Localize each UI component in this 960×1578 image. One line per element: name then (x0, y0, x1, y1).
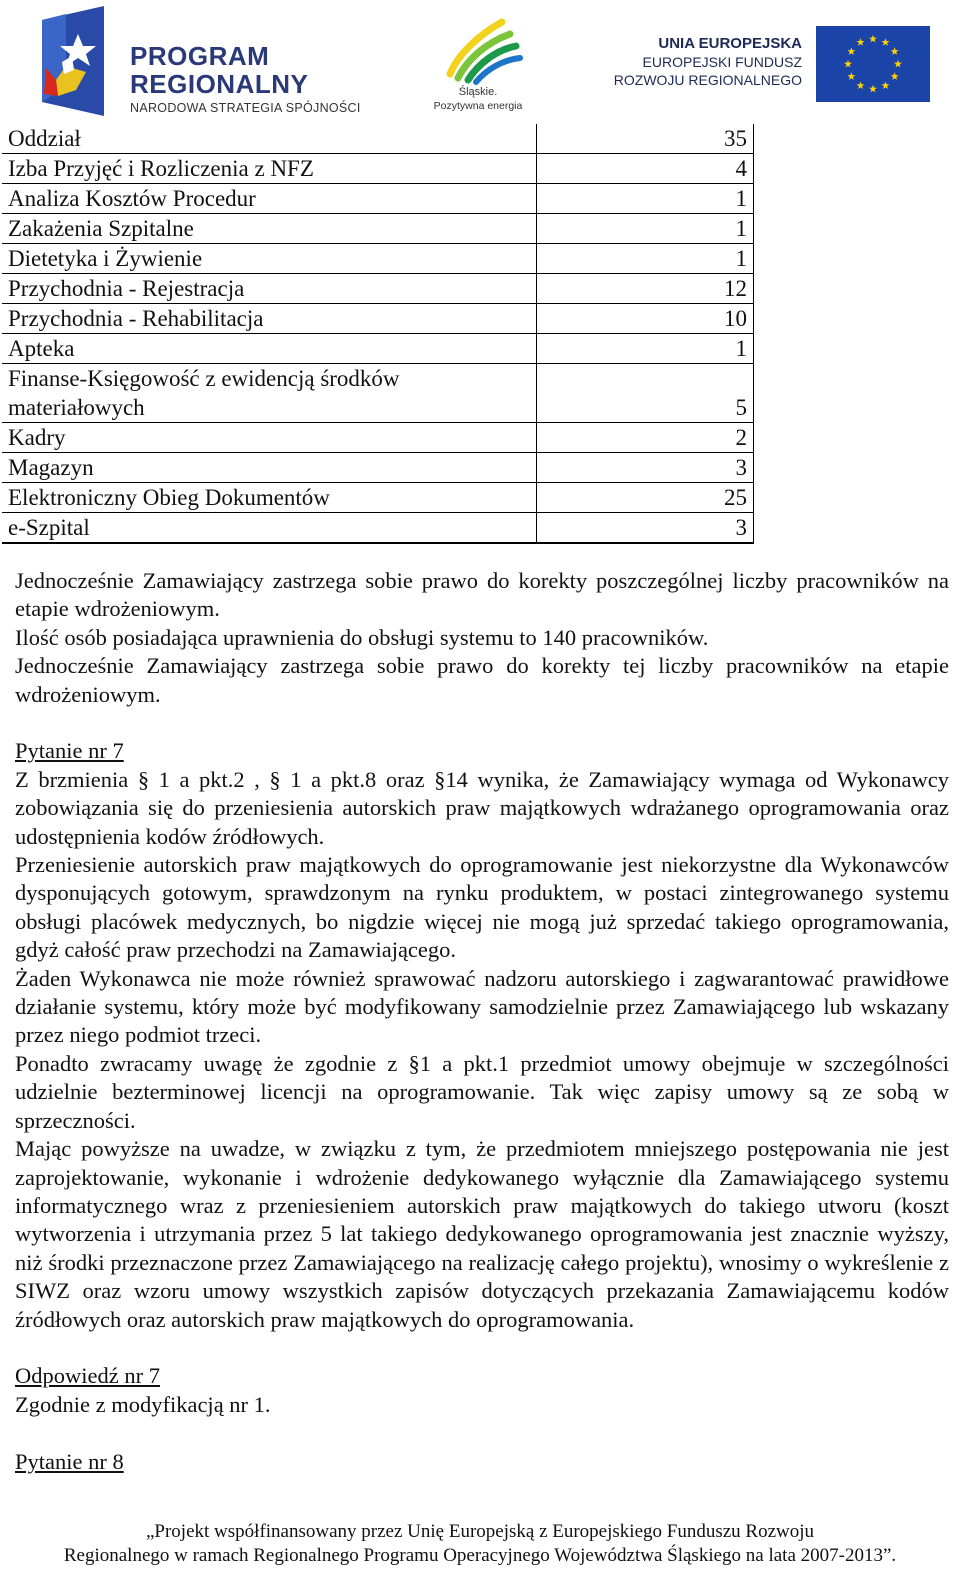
slaskie-tagline: Pozytywna energia (433, 100, 523, 112)
department-name-cell (2, 453, 537, 483)
user-count-cell: 10 (537, 304, 754, 334)
answer-7-heading: Odpowiedź nr 7 (15, 1363, 160, 1389)
user-count-cell: 12 (537, 274, 754, 304)
user-count-cell: 1 (537, 334, 754, 364)
program-subtitle: NARODOWA STRATEGIA SPÓJNOŚCI (130, 101, 361, 115)
department-name: Zakażenia Szpitalne (8, 216, 194, 241)
table-row (2, 154, 754, 184)
table-row (2, 453, 754, 483)
department-name: Oddział (8, 126, 81, 151)
eu-fund-line2: ROZWOJU REGIONALNEGO (613, 72, 802, 88)
footer-line2: Regionalnego w ramach Regionalnego Programu Operacyjnego Województwa Śląskiego na lata 2007-2013”. (63, 1545, 897, 1566)
table-row (2, 423, 754, 453)
question-7-heading: Pytanie nr 7 (15, 738, 124, 764)
table-row (2, 364, 754, 423)
paragraph: Jednocześnie Zamawiający zastrzega sobie prawo do korekty poszczególnej liczby pracowników na etapie wdrożeniowym. (15, 568, 949, 622)
user-count-cell: 3 (537, 453, 754, 483)
table-row (2, 214, 754, 244)
department-name: Elektroniczny Obieg Dokumentów (8, 485, 330, 510)
department-name-cell (2, 423, 537, 453)
eu-logo (600, 22, 940, 108)
program-title-line1: PROGRAM (130, 41, 270, 71)
table-row (2, 184, 754, 214)
department-name: Finanse-Księgowość z ewidencją środków (8, 366, 400, 391)
user-count-cell: 3 (537, 513, 754, 544)
user-count-cell: 1 (537, 184, 754, 214)
paragraph: Ilość osób posiadająca uprawnienia do obsługi systemu to 140 pracowników. (15, 624, 709, 650)
department-name-cell (2, 513, 537, 544)
department-name: Dietetyka i Żywienie (8, 246, 203, 271)
department-name: Magazyn (8, 455, 94, 480)
department-name: e-Szpital (8, 515, 90, 540)
user-count-cell: 4 (537, 154, 754, 184)
program-title-line2: REGIONALNY (130, 69, 309, 99)
department-name: Izba Przyjęć i Rozliczenia z NFZ (8, 156, 314, 181)
slaskie-waves-icon (428, 14, 528, 86)
department-name-cell (2, 124, 537, 154)
user-count-cell: 2 (537, 423, 754, 453)
table-row (2, 244, 754, 274)
department-name: Kadry (8, 425, 66, 450)
department-users-table (2, 124, 754, 544)
department-name-cell (2, 154, 537, 184)
slaskie-logo (428, 14, 528, 118)
paragraph: Zgodnie z modyfikacją nr 1. (15, 1391, 271, 1417)
page-footer (0, 1520, 960, 1568)
user-count-cell: 25 (537, 483, 754, 513)
paragraph: Mając powyższe na uwadze, w związku z tym, że przedmiotem mniejszego postępowania nie jest zaprojektowanie, wykonanie i wdrożenie dedykowanego wyłącznie dla Zamawiającego systemu informatycznego wraz z przeniesieniem autorskich praw majątkowych do takiego utworu (koszt wytworzenia i utrzymania przez 5 lat takiego dedykowanego oprogramowania jest znacznie wyższy, niż środki przeznaczone przez Zamawiającego na realizację całego projektu), wnosimy o wykreślenie z SIWZ oraz wzoru umowy wszystkich zapisów dotyczących przekazania Zamawiającemu kodów źródłowych oraz autorskich praw majątkowych do oprogramowania. (15, 1136, 949, 1332)
paragraph: Przeniesienie autorskich praw majątkowych do oprogramowanie jest niekorzystne dla Wykonawców dysponujących gotowym, sprawdzonym na rynku produktem, w postaci zintegrowanego systemu obsługi placówek medycznych, bo nigdzie więcej nie mogą już sprzedać takiego oprogramowania, gdyż całość praw przechodzi na Zamawiającego. (15, 852, 949, 963)
document-body (15, 567, 949, 1476)
eu-flag-icon (816, 26, 930, 102)
paragraph: Ponadto zwracamy uwagę że zgodnie z §1 a pkt.1 przedmiot umowy obejmuje w szczególności udzielnie bezterminowej licencji na oprogramowanie. Tak więc zapisy umowy są ze sobą w sprzeczności. (15, 1050, 949, 1133)
paragraph: Jednocześnie Zamawiający zastrzega sobie prawo do korekty tej liczby pracowników na etapie wdrożeniowym. (15, 653, 949, 707)
table-row (2, 304, 754, 334)
slaskie-name: Śląskie. (458, 86, 498, 98)
question-8-heading: Pytanie nr 8 (15, 1448, 124, 1474)
table-row (2, 334, 754, 364)
user-count-cell: 35 (537, 124, 754, 154)
department-name-cell (2, 304, 537, 334)
department-name-cell (2, 184, 537, 214)
department-name-cell (2, 364, 537, 423)
department-name: Apteka (8, 336, 75, 361)
user-count-cell: 1 (537, 214, 754, 244)
program-regionalny-flag-icon (36, 6, 124, 118)
table-row (2, 124, 754, 154)
department-name-continued: materiałowych (8, 395, 145, 420)
page-header (0, 0, 960, 122)
department-name: Przychodnia - Rehabilitacja (8, 306, 264, 331)
eu-fund-line1: EUROPEJSKI FUNDUSZ (642, 54, 802, 70)
table-row (2, 513, 754, 544)
department-name-cell (2, 244, 537, 274)
department-name-cell (2, 483, 537, 513)
program-regionalny-logo (28, 6, 368, 118)
department-name: Analiza Kosztów Procedur (8, 186, 256, 211)
department-name-cell (2, 214, 537, 244)
paragraph: Z brzmienia § 1 a pkt.2 , § 1 a pkt.8 oraz §14 wynika, że Zamawiający wymaga od Wykonawcy zobowiązania się do przeniesienia autorskich praw majątkowych wdrażanego oprogramowania oraz udostępnienia kodów źródłowych. (15, 766, 949, 849)
paragraph: Żaden Wykonawca nie może również sprawować nadzoru autorskiego i zagwarantować prawidłowe działanie systemu, który może być modyfikowany samodzielnie przez Zamawiającego lub wskazany przez niego podmiot trzeci. (15, 965, 949, 1048)
department-name: Przychodnia - Rejestracja (8, 276, 245, 301)
user-count-cell: 1 (537, 244, 754, 274)
table-row (2, 274, 754, 304)
footer-line1: „Projekt współfinansowany przez Unię Europejską z Europejskiego Funduszu Rozwoju (145, 1521, 814, 1542)
department-name-cell (2, 274, 537, 304)
department-name-cell (2, 334, 537, 364)
eu-title: UNIA EUROPEJSKA (658, 35, 802, 52)
table-row (2, 483, 754, 513)
user-count-cell: 5 (537, 364, 754, 423)
